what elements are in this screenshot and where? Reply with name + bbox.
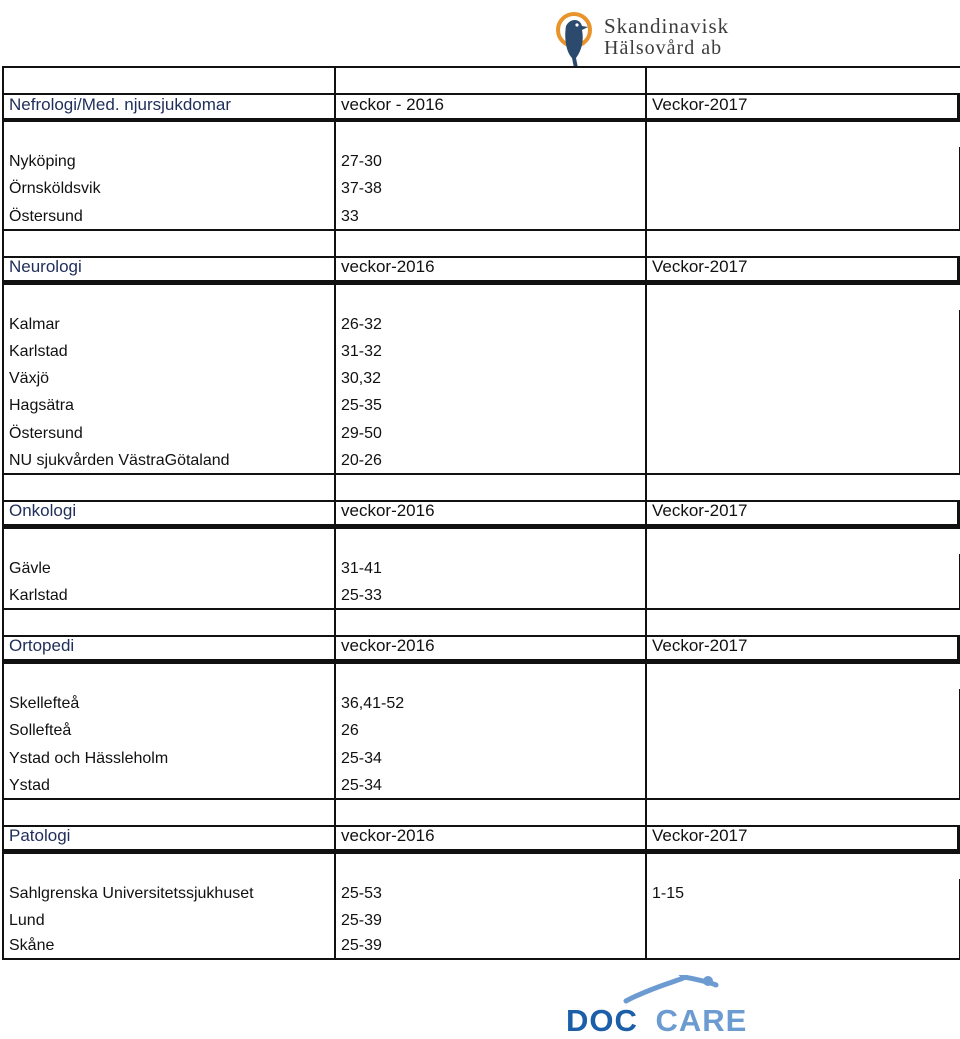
weeks-2017-cell	[647, 201, 960, 228]
place-cell: Kalmar	[2, 310, 336, 337]
table-row	[2, 716, 960, 743]
logo-line2: Hälsovård ab	[604, 37, 723, 59]
empty-cell	[647, 229, 960, 256]
place-cell: Karlstad	[2, 337, 336, 364]
spacer-row	[2, 608, 960, 635]
swoosh-icon	[566, 975, 756, 1005]
place-cell: Karlstad	[2, 581, 336, 608]
section-title: Nefrologi/Med. njursjukdomar	[2, 93, 336, 120]
place-cell: Östersund	[2, 418, 336, 445]
empty-cell	[2, 229, 336, 256]
weeks-2016-cell: 25-34	[336, 771, 647, 798]
table-row	[2, 174, 960, 201]
table-row	[2, 771, 960, 798]
section-header-row	[2, 256, 960, 283]
place-cell: Hagsätra	[2, 391, 336, 418]
section-title: Onkologi	[2, 500, 336, 527]
table-row	[2, 337, 960, 364]
weeks-2016-cell: 26	[336, 716, 647, 743]
table-row	[2, 581, 960, 608]
empty-cell	[647, 798, 960, 825]
place-cell: Östersund	[2, 201, 336, 228]
section-title: Patologi	[2, 825, 336, 852]
empty-cell	[336, 283, 647, 310]
skandinavisk-halsovard-logo	[552, 8, 772, 72]
column-header-2016: veckor-2016	[336, 635, 647, 662]
section-header-row	[2, 825, 960, 852]
weeks-2017-cell	[647, 771, 960, 798]
spacer-row	[2, 527, 960, 554]
section-title: Ortopedi	[2, 635, 336, 662]
weeks-2017-cell	[647, 554, 960, 581]
weeks-2017-cell	[647, 418, 960, 445]
logo-line1: Skandinavisk	[604, 14, 730, 38]
empty-cell	[2, 66, 336, 93]
weeks-2017-cell	[647, 689, 960, 716]
weeks-2016-cell: 31-32	[336, 337, 647, 364]
table-row	[2, 201, 960, 228]
empty-cell	[2, 608, 336, 635]
doc-care-logo	[566, 975, 756, 1037]
empty-cell	[336, 120, 647, 147]
weeks-2017-cell	[647, 337, 960, 364]
place-cell: Nyköping	[2, 147, 336, 174]
empty-cell	[336, 229, 647, 256]
table-row	[2, 743, 960, 770]
empty-cell	[336, 608, 647, 635]
section-header-row	[2, 500, 960, 527]
place-cell: Skåne	[2, 933, 336, 960]
empty-cell	[2, 527, 336, 554]
weeks-2016-cell: 26-32	[336, 310, 647, 337]
section-header-row	[2, 93, 960, 120]
empty-cell	[336, 662, 647, 689]
weeks-2017-cell	[647, 933, 960, 960]
spacer-row	[2, 283, 960, 310]
place-cell: Växjö	[2, 364, 336, 391]
empty-cell	[2, 798, 336, 825]
weeks-2016-cell: 25-33	[336, 581, 647, 608]
table-row	[2, 446, 960, 473]
bird-logo-icon	[552, 8, 602, 72]
empty-cell	[2, 473, 336, 500]
empty-cell	[336, 66, 647, 93]
weeks-2016-cell: 25-39	[336, 906, 647, 933]
weeks-2017-cell	[647, 174, 960, 201]
place-cell: Lund	[2, 906, 336, 933]
table-row	[2, 147, 960, 174]
weeks-2016-cell: 37-38	[336, 174, 647, 201]
weeks-2016-cell: 20-26	[336, 446, 647, 473]
weeks-2017-cell	[647, 581, 960, 608]
place-cell: Skellefteå	[2, 689, 336, 716]
care-word: CARE	[655, 1003, 748, 1038]
empty-cell	[647, 852, 960, 879]
empty-cell	[336, 527, 647, 554]
place-cell: Sollefteå	[2, 716, 336, 743]
place-cell: Ystad	[2, 771, 336, 798]
weeks-2016-cell: 36,41-52	[336, 689, 647, 716]
weeks-2016-cell: 25-53	[336, 879, 647, 906]
section-header-row	[2, 635, 960, 662]
spacer-row	[2, 473, 960, 500]
spacer-row	[2, 229, 960, 256]
weeks-2017-cell	[647, 391, 960, 418]
weeks-2016-cell: 30,32	[336, 364, 647, 391]
empty-cell	[2, 662, 336, 689]
section-title: Neurologi	[2, 256, 336, 283]
spacer-row	[2, 852, 960, 879]
empty-cell	[2, 852, 336, 879]
spacer-row	[2, 120, 960, 147]
empty-cell	[336, 798, 647, 825]
placement-table	[2, 66, 960, 960]
table-row	[2, 418, 960, 445]
column-header-2017: Veckor-2017	[647, 500, 960, 527]
weeks-2016-cell: 33	[336, 201, 647, 228]
empty-cell	[336, 852, 647, 879]
weeks-2017-cell	[647, 716, 960, 743]
empty-cell	[647, 527, 960, 554]
empty-cell	[647, 283, 960, 310]
place-cell: Ystad och Hässleholm	[2, 743, 336, 770]
table-row	[2, 906, 960, 933]
table-row	[2, 364, 960, 391]
place-cell: Gävle	[2, 554, 336, 581]
weeks-2017-cell	[647, 147, 960, 174]
column-header-2016: veckor-2016	[336, 500, 647, 527]
column-header-2016: veckor-2016	[336, 256, 647, 283]
column-header-2016: veckor - 2016	[336, 93, 647, 120]
column-header-2017: Veckor-2017	[647, 256, 960, 283]
empty-cell	[2, 283, 336, 310]
table-row	[2, 879, 960, 906]
spacer-row	[2, 66, 960, 93]
spacer-row	[2, 662, 960, 689]
doc-word: DOC	[566, 1003, 638, 1038]
empty-cell	[647, 662, 960, 689]
table-row	[2, 310, 960, 337]
doc-care-wordmark	[566, 1003, 747, 1039]
place-cell: Sahlgrenska Universitetssjukhuset	[2, 879, 336, 906]
weeks-2017-cell	[647, 364, 960, 391]
weeks-2017-cell: 1-15	[647, 879, 960, 906]
weeks-2016-cell: 27-30	[336, 147, 647, 174]
spacer-row	[2, 798, 960, 825]
weeks-2016-cell: 25-34	[336, 743, 647, 770]
table-row	[2, 933, 960, 960]
empty-cell	[647, 473, 960, 500]
column-header-2017: Veckor-2017	[647, 825, 960, 852]
column-header-2017: Veckor-2017	[647, 635, 960, 662]
weeks-2017-cell	[647, 743, 960, 770]
table-row	[2, 554, 960, 581]
table-row	[2, 689, 960, 716]
empty-cell	[647, 120, 960, 147]
empty-cell	[647, 608, 960, 635]
place-cell: Örnsköldsvik	[2, 174, 336, 201]
weeks-2016-cell: 29-50	[336, 418, 647, 445]
weeks-2016-cell: 31-41	[336, 554, 647, 581]
column-header-2016: veckor-2016	[336, 825, 647, 852]
empty-cell	[336, 473, 647, 500]
empty-cell	[2, 120, 336, 147]
empty-cell	[647, 66, 960, 93]
column-header-2017: Veckor-2017	[647, 93, 960, 120]
weeks-2016-cell: 25-39	[336, 933, 647, 960]
table-row	[2, 391, 960, 418]
place-cell: NU sjukvården VästraGötaland	[2, 446, 336, 473]
weeks-2017-cell	[647, 310, 960, 337]
weeks-2017-cell	[647, 446, 960, 473]
weeks-2017-cell	[647, 906, 960, 933]
weeks-2016-cell: 25-35	[336, 391, 647, 418]
